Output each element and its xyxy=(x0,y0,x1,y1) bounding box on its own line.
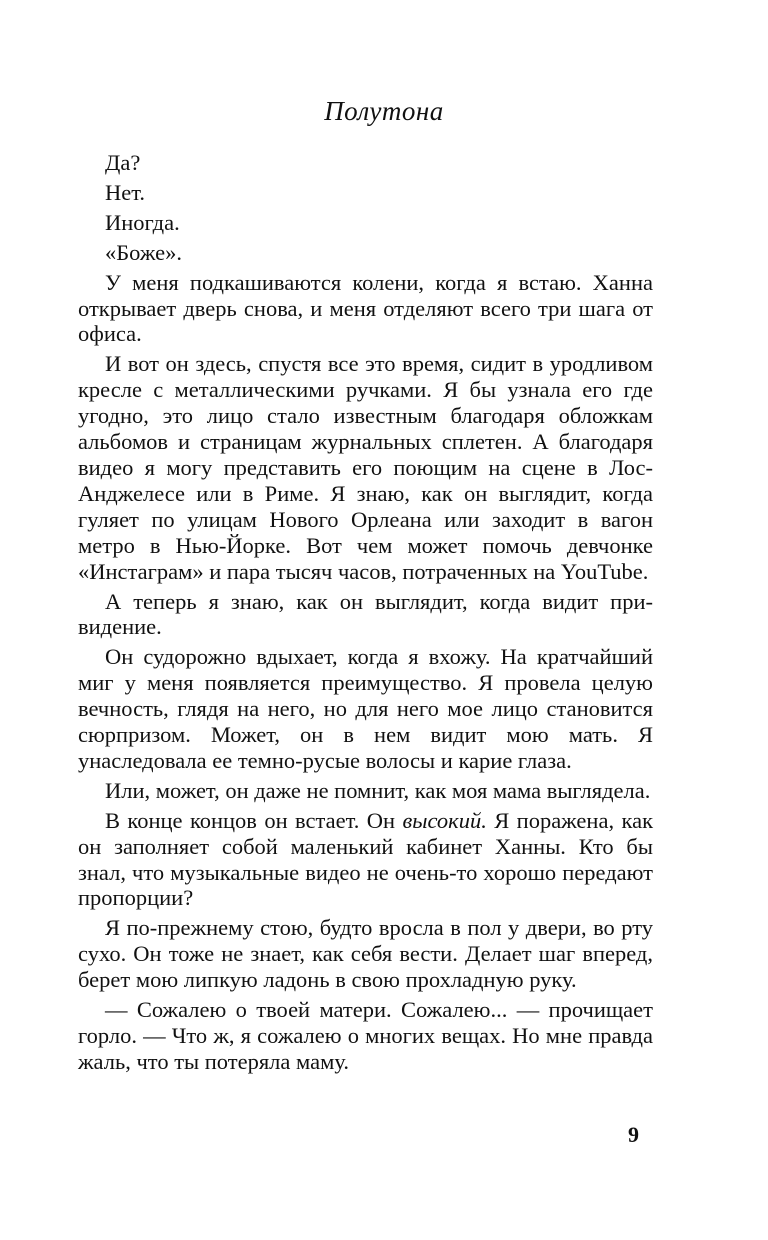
paragraph: Я по-прежнему стою, будто вросла в пол у двери, во рту сухо. Он тоже не знает, как себя вести. Делает шаг вперед, берет мою липкую ладонь в свою прохладную руку. xyxy=(78,915,653,993)
paragraph-text-after: Я поражена, как он заполняет собой маленький кабинет Ханны. Кто бы знал, что музыкальные видео не очень-то хорошо передают пропорции? xyxy=(78,807,653,911)
running-header: Полутона xyxy=(324,96,444,126)
paragraph-with-emphasis xyxy=(78,808,653,912)
paragraph: Да? xyxy=(105,150,141,175)
paragraph: А теперь я знаю, как он выглядит, когда видит привидение. xyxy=(78,588,653,640)
paragraph: — Сожалею о твоей матери. Сожалею... — прочищает горло. — Что ж, я сожалею о многих вещах. Но мне правда жаль, что ты потеряла маму. xyxy=(78,997,653,1074)
paragraph: Или, может, он даже не помнит, как моя мама выглядела. xyxy=(105,777,651,803)
paragraph: «Боже». xyxy=(105,239,182,265)
paragraph-text-before: В конце концов он встает. Он xyxy=(105,807,403,833)
page-number: 9 xyxy=(628,1122,639,1147)
paragraph: Иногда. xyxy=(105,209,180,235)
paragraph: Он судорожно вдыхает, когда я вхожу. На кратчайший миг у меня появляется преимущество. Я провела целую вечность, глядя на него, но для него мое лицо становится сюрпризом. Может, он в нем видит мою мать. Я унаследовала ее темно-русые волосы и карие глаза. xyxy=(78,644,653,773)
paragraph: И вот он здесь, спустя все это время, сидит в уродливом кресле с металлическими ручками. Я бы узнала его где угодно, это лицо стало известным благодаря обложкам альбомов и страницам журнальных сплетен. А благодаря видео я могу представить его поющим на сцене в Лос-Анджелесе или в Риме. Я знаю, как он выглядит, когда гуляет по улицам Нового Орлеана или заходит в вагон метро в Нью-Йорке. Вот чем может помочь девчонке «Инстаграм» и пара тысяч часов, потраченных на YouTube. xyxy=(78,351,653,584)
emphasis-word: высокий. xyxy=(402,807,487,833)
body-text xyxy=(78,150,653,1079)
paragraph: У меня подкашиваются колени, когда я встаю. Ханна открывает дверь снова, и меня отделяют всего три шага от офиса. xyxy=(78,269,653,347)
paragraph: Нет. xyxy=(105,179,146,205)
